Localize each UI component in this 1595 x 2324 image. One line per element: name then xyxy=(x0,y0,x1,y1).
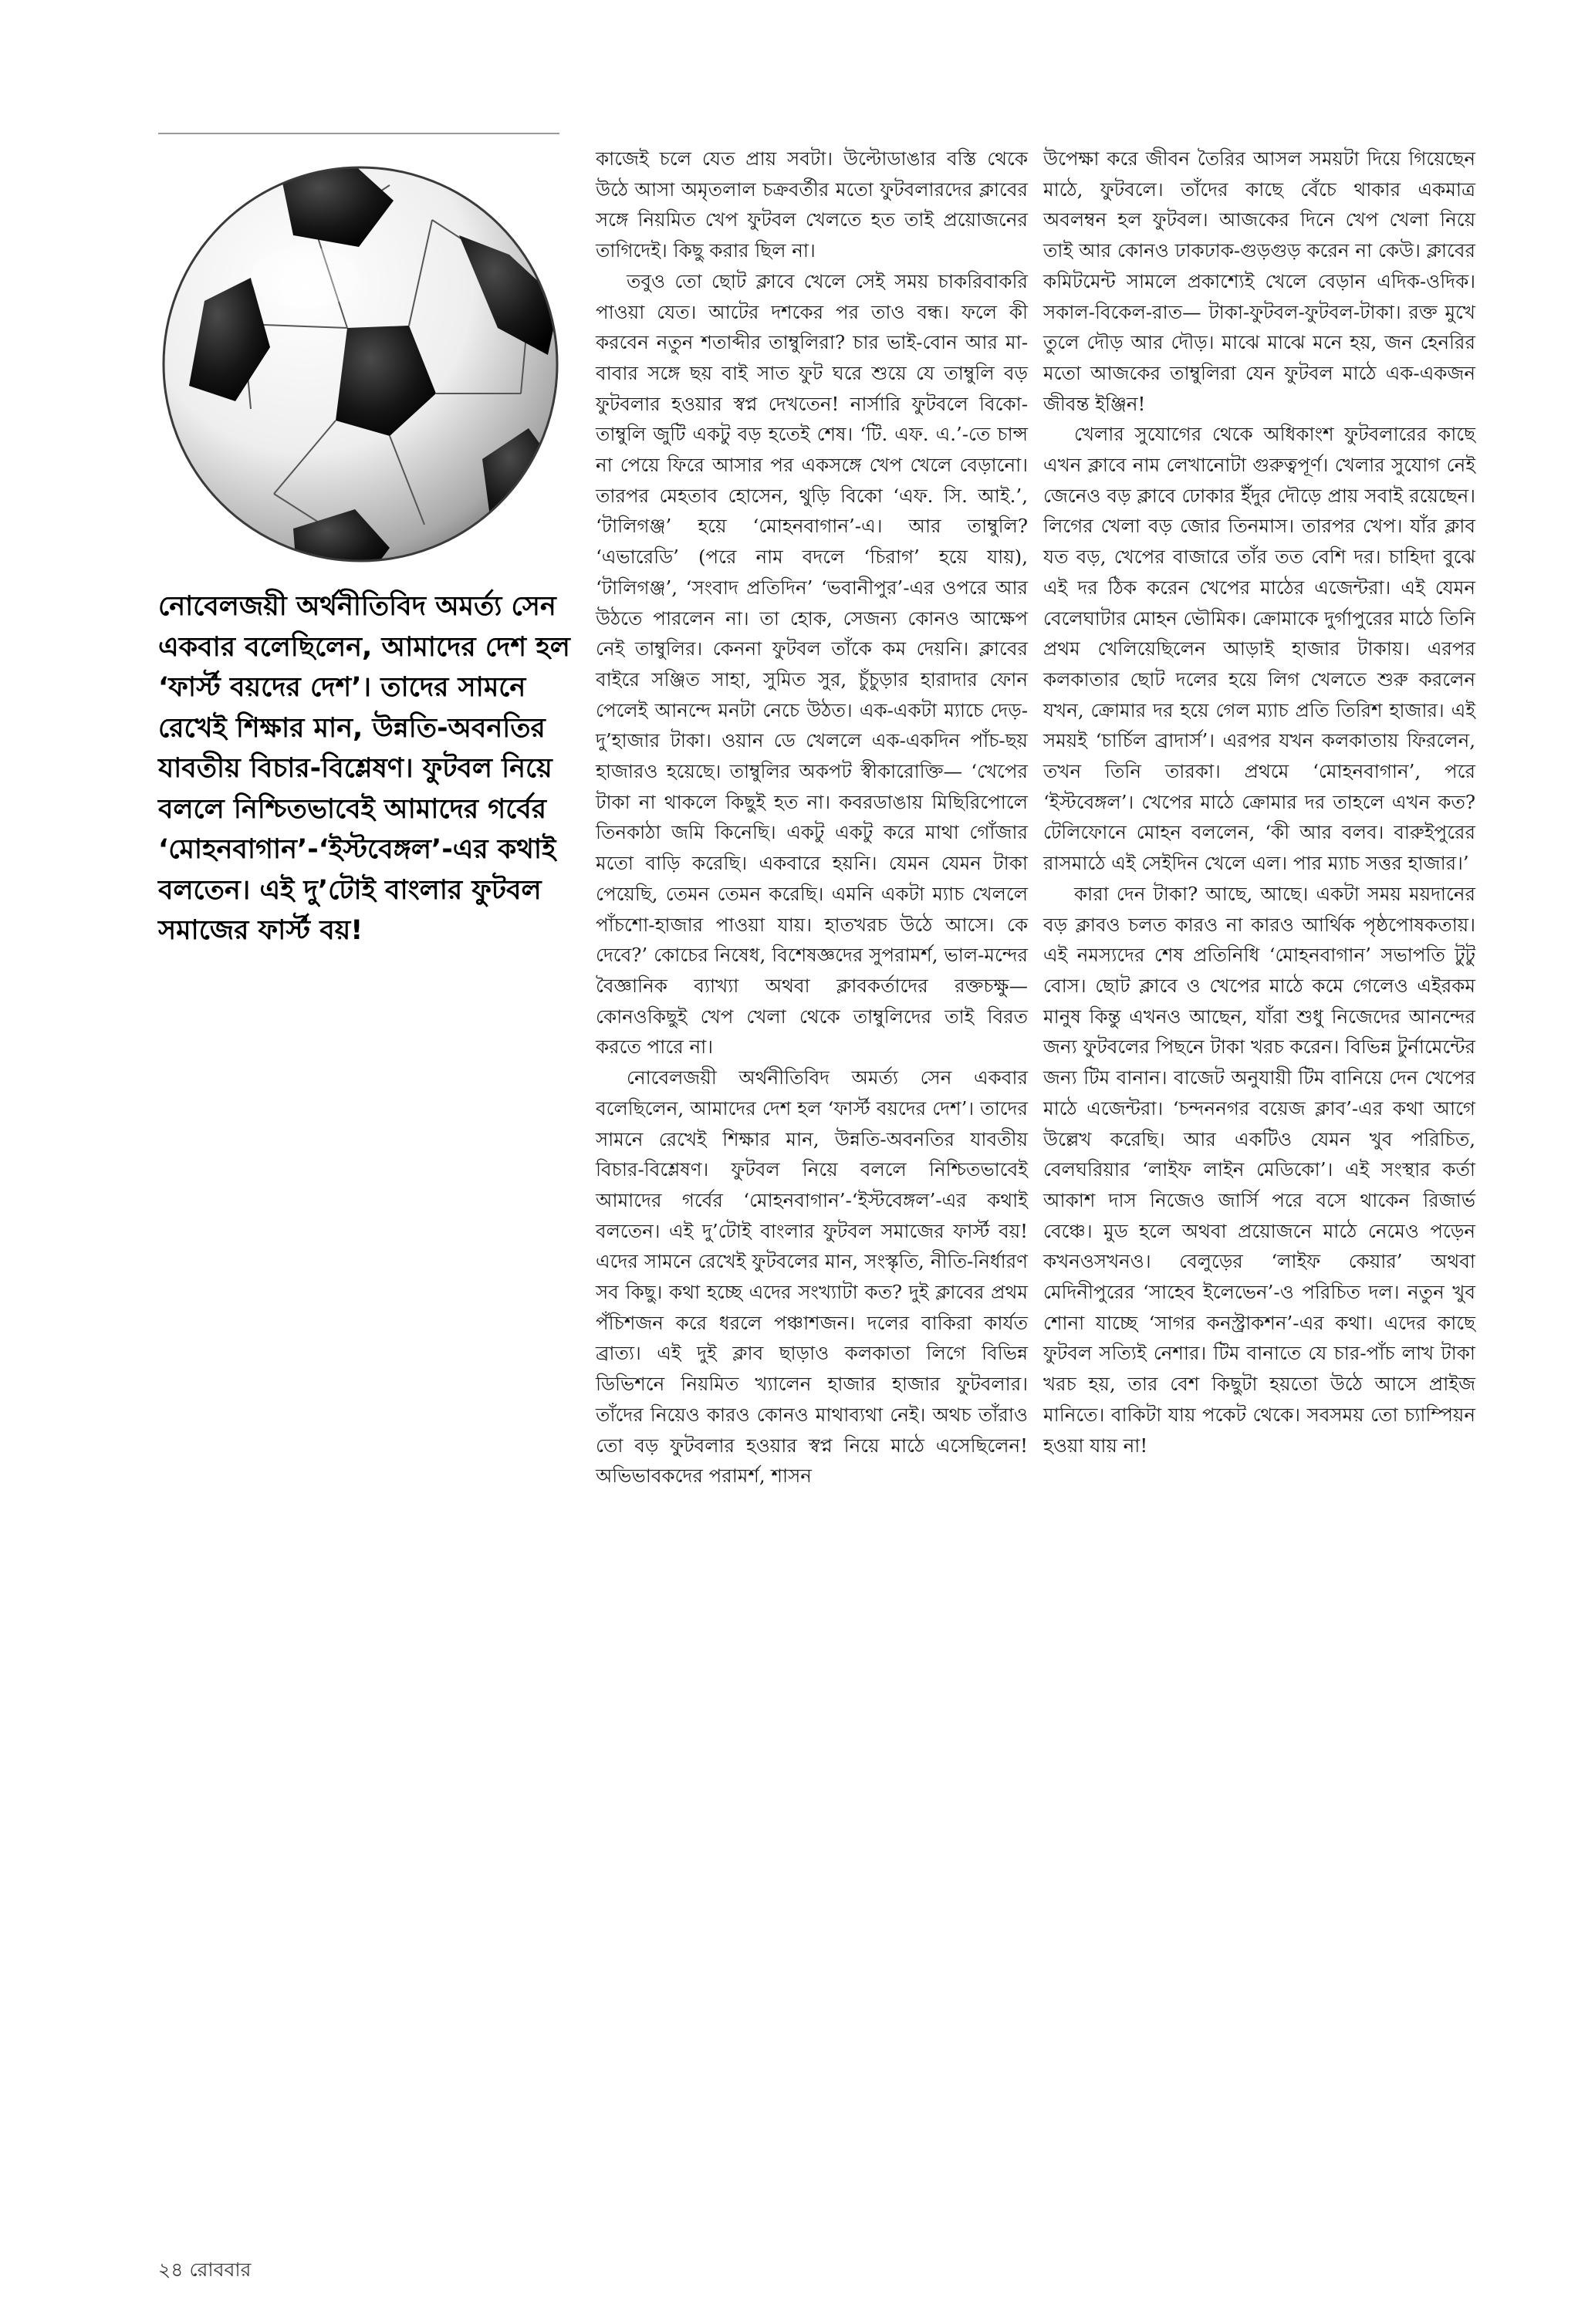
column-2-paragraph-2: খেলার সুযোগের থেকে অধিকাংশ ফুটবলারের কাছে এখন ক্লাবে নাম লেখানোটা গুরুত্বপূর্ণ। খেলার সুযোগ নেই জেনেও বড় ক্লাবে ঢোকার ইঁদুর দৌড়ে প্রায় সবাই রয়েছেন। লিগের খেলা বড় জোর তিনমাস। তারপর খেপ। যাঁর ক্লাব যত বড়, খেপের বাজারে তাঁর তত বেশি দর। চাহিদা বুঝে এই দর ঠিক করেন খেপের মাঠের এজেন্টরা। এই যেমন বেলেঘাটার মোহন ভৌমিক। ক্রোমাকে দুর্গাপুরের মাঠে তিনি প্রথম খেলিয়েছিলেন আড়াই হাজার টাকায়। এরপর কলকাতার ছোট দলের হয়ে লিগ খেলতে শুরু করলেন যখন, ক্রোমার দর হয়ে গেল ম্যাচ প্রতি তিরিশ হাজার। এই সময়ই ‘চার্চিল ব্রাদার্স’। এরপর যখন কলকাতায় ফিরলেন, তখন তিনি তারকা। প্রথমে ‘মোহনবাগান’, পরে ‘ইস্টবেঙ্গল’। খেপের মাঠে ক্রোমার দর তাহলে এখন কত? টেলিফোনে মোহন বললেন, ‘কী আর বলব। বারুইপুরের রাসমাঠে এই সেইদিন খেলে এল। পার ম্যাচ সত্তর হাজার।’ xyxy=(1043,423,1475,875)
column-1-paragraph-3: নোবেলজয়ী অর্থনীতিবিদ অমর্ত্য সেন একবার বলেছিলেন, আমাদের দেশ হল ‘ফার্স্ট বয়দের দেশ’। তাদের সামনে রেখেই শিক্ষার মান, উন্নতি-অবনতির যাবতীয় বিচার-বিশ্লেষণ। ফুটবল নিয়ে বললে নিশ্চিতভাবেই আমাদের গর্বের ‘মোহনবাগান’-‘ইস্টবেঙ্গল’-এর কথাই বলতেন। এই দু’টোই বাংলার ফুটবল সমাজের ফার্স্ট বয়! এদের সামনে রেখেই ফুটবলের মান, সংস্কৃতি, নীতি-নির্ধারণ সব কিছু। কথা হচ্ছে এদের সংখ্যাটা কত? দুই ক্লাবের প্রথম পঁচিশজন করে ধরলে পঞ্চাশজন। দলের বাকিরা কার্যত ব্রাত্য। এই দুই ক্লাব ছাড়াও কলকাতা লিগে বিভিন্ন ডিভিশনে নিয়মিত খ্যালেন হাজার হাজার ফুটবলার। তাঁদের নিয়েও কারও কোনও মাথাব্যথা নেই। অথচ তাঁরাও তো বড় ফুটবলার হওয়ার স্বপ্ন নিয়ে মাঠে এসেছিলেন! অভিভাবকদের পরামর্শ, শাসন xyxy=(596,1066,1028,1488)
column-2-paragraph-3: কারা দেন টাকা? আছে, আছে। একটা সময় ময়দানের বড় ক্লাবও চলত কারও না কারও আর্থিক পৃষ্ঠপোষকতায়। এই নমস্যদের শেষ প্রতিনিধি ‘মোহনবাগান’ সভাপতি টুটু বোস। ছোট ক্লাবে ও খেপের মাঠে কমে গেলেও এইরকম মানুষ কিন্তু এখনও আছেন, যাঁরা শুধু নিজেদের আনন্দের জন্য ফুটবলের পিছনে টাকা খরচ করেন। বিভিন্ন টুর্নামেন্টের জন্য টিম বানান। বাজেট অনুযায়ী টিম বানিয়ে দেন খেপের মাঠে এজেন্টরা। ‘চন্দননগর বয়েজ ক্লাব’-এর কথা আগে উল্লেখ করেছি। আর একটিও যেমন খুব পরিচিত, বেলঘরিয়ার ‘লাইফ লাইন মেডিকো’। এই সংস্থার কর্তা আকাশ দাস নিজেও জার্সি পরে বসে থাকেন রিজার্ভ বেঞ্চে। মুড হলে অথবা প্রয়োজনে মাঠে নেমেও পড়েন কখনওসখনও। বেলুড়ের ‘লাইফ কেয়ার’ অথবা মেদিনীপুরের ‘সাহেব ইলেভেন’-ও পরিচিত দল। নতুন খুব শোনা যাচ্ছে ‘সাগর কনস্ট্রাকশন’-এর কথা। এদের কাছে ফুটবল সত্যিই নেশার। টিম বানাতে যে চার-পাঁচ লাখ টাকা খরচ হয়, তার বেশ কিছুটা হয়তো উঠে আসে প্রাইজ মানিতে। বাকিটা যায় পকেট থেকে। সবসময় তো চ্যাম্পিয়ন হওয়া যায় না! xyxy=(1043,882,1475,1457)
pull-quote xyxy=(158,586,571,951)
column-1-paragraph-2: তবুও তো ছোট ক্লাবে খেলে সেই সময় চাকরিবাকরি পাওয়া যেত। আটের দশকের পর তাও বন্ধ। ফলে কী করবেন নতুন শতাব্দীর তাম্বুলিরা? চার ভাই-বোন আর মা-বাবার সঙ্গে ছয় বাই সাত ফুট ঘরে শুয়ে যে তাম্বুলি বড় ফুটবলার হওয়ার স্বপ্ন দেখতেন! নার্সারি ফুটবলে বিকো-তাম্বুলি জুটি একটু বড় হতেই শেষ। ‘টি. এফ. এ.’-তে চান্স না পেয়ে ফিরে আসার পর একসঙ্গে খেপ খেলে বেড়ানো। তারপর মেহতাব হোসেন, থুড়ি বিকো ‘এফ. সি. আই.’, ‘টালিগঞ্জ’ হয়ে ‘মোহনবাগান’-এ। আর তাম্বুলি? ‘এভারেডি’ (পরে নাম বদলে ‘চিরাগ’ হয়ে যায়), ‘টালিগঞ্জ’, ‘সংবাদ প্রতিদিন’ ‘ভবানীপুর’-এর ওপরে আর উঠতে পারলেন না। তা হোক, সেজন্য কোনও আক্ষেপ নেই তাম্বুলির। কেননা ফুটবল তাঁকে কম দেয়নি। ক্লাবের বাইরে সঞ্জিত সাহা, সুমিত সুর, চুঁচুড়ার হারাদার ফোন পেলেই আনন্দে মনটা নেচে উঠত। এক-একটা ম্যাচে দেড়-দু’হাজার টাকা। ওয়ান ডে খেললে এক-একদিন পাঁচ-ছয় হাজারও হয়েছে। তাম্বুলির অকপট স্বীকারোক্তি— ‘খেপের টাকা না থাকলে কিছুই হত না। কবরডাঙায় মিছিরিপোলে তিনকাঠা জমি কিনেছি। একটু একটু করে মাথা গোঁজার মতো বাড়ি করেছি। একবারে হয়নি। যেমন যেমন টাকা পেয়েছি, তেমন তেমন করেছি। এমনি একটা ম্যাচ খেললে পাঁচশো-হাজার পাওয়া যায়। হাতখরচ উঠে আসে। কে দেবে?’ কোচের নিষেধ, বিশেষজ্ঞদের সুপরামর্শ, ভাল-মন্দের বৈজ্ঞানিক ব্যাখ্যা অথবা ক্লাবকর্তাদের রক্তচক্ষু— কোনওকিছুই খেপ খেলা থেকে তাম্বুলিদের তাই বিরত করতে পারে না। xyxy=(596,269,1028,1059)
article-column-1 xyxy=(596,144,1028,1491)
page-number: ২৪ xyxy=(158,2258,184,2281)
column-2-paragraph-1: উপেক্ষা করে জীবন তৈরির আসল সময়টা দিয়ে গিয়েছেন মাঠে, ফুটবলে। তাঁদের কাছে বেঁচে থাকার একমাত্র অবলম্বন হল ফুটবল। আজকের দিনে খেপ খেলা নিয়ে তাই আর কোনও ঢাকঢাক-গুড়গুড় করেন না কেউ। ক্লাবের কমিটমেন্ট সামলে প্রকাশ্যেই খেলে বেড়ান এদিক-ওদিক। সকাল-বিকেল-রাত— টাকা-ফুটবল-ফুটবল-টাকা। রক্ত মুখে তুলে দৌড় আর দৌড়। মাঝে মাঝে মনে হয়, জন হেনরির মতো আজকের তাম্বুলিরা যেন ফুটবল মাঠে এক-একজন জীবন্ত ইঞ্জিন! xyxy=(1043,147,1475,415)
top-rule xyxy=(158,133,559,134)
page-folio xyxy=(158,2255,251,2288)
article-column-2 xyxy=(1043,144,1475,1461)
soccer-ball-icon xyxy=(158,162,559,563)
column-1-paragraph-1: কাজেই চলে যেত প্রায় সবটা। উল্টোডাঙার বস্তি থেকে উঠে আসা অমৃতলাল চক্রবর্তীর মতো ফুটবলারদের ক্লাবের সঙ্গে নিয়মিত খেপ ফুটবল খেলতে হত তাই প্রয়োজনের তাগিদেই। কিছু করার ছিল না। xyxy=(596,147,1028,262)
magazine-name: রোববার xyxy=(189,2258,252,2281)
pull-quote-text: নোবেলজয়ী অর্থনীতিবিদ অমর্ত্য সেন একবার বলেছিলেন, আমাদের দেশ হল ‘ফার্স্ট বয়দের দেশ’। তাদের সামনে রেখেই শিক্ষার মান, উন্নতি-অবনতির যাবতীয় বিচার-বিশ্লেষণ। ফুটবল নিয়ে বললে নিশ্চিতভাবেই আমাদের গর্বের ‘মোহনবাগান’-‘ইস্টবেঙ্গল’-এর কথাই বলতেন। এই দু’টোই বাংলার ফুটবল সমাজের ফার্স্ট বয়! xyxy=(158,591,570,946)
ball-highlight xyxy=(251,247,359,309)
soccer-ball-image xyxy=(158,162,559,563)
